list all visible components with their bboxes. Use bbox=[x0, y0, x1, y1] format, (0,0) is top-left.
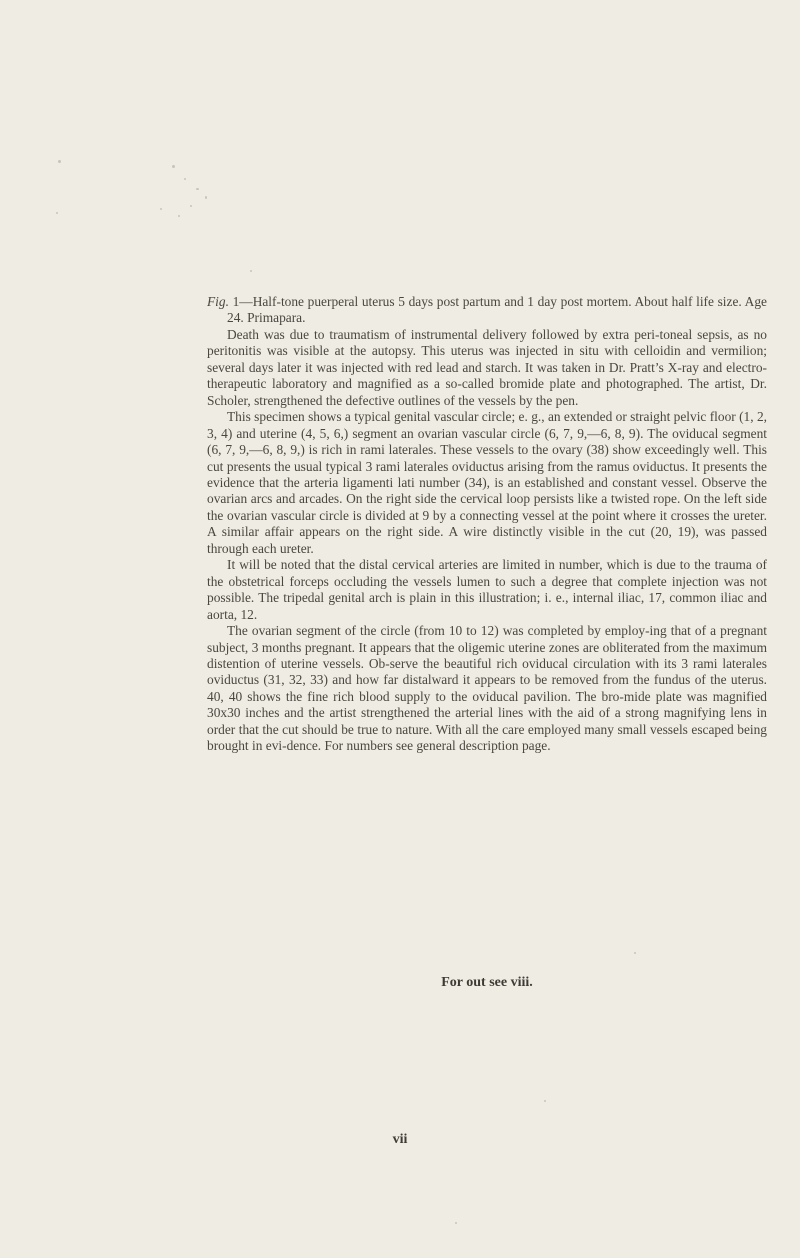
print-speck bbox=[172, 165, 175, 168]
print-speck bbox=[160, 208, 162, 210]
figure-label: Fig. bbox=[207, 294, 229, 309]
print-speck bbox=[190, 205, 192, 207]
figure-caption bbox=[207, 294, 767, 755]
caption-paragraph: It will be noted that the distal cervical arteries are limited in number, which is due to the trauma of the obstetrical forceps occluding the vessels lumen to such a degree that complete injection was not possible. The tripedal genital arch is plain in this illustration; i. e., internal iliac, 17, common iliac and aorta, 12. bbox=[207, 557, 767, 622]
caption-paragraph: This specimen shows a typical genital vascular circle; e. g., an extended or straight pelvic floor (1, 2, 3, 4) and uterine (4, 5, 6,) segment an ovarian vascular circle (6, 7, 9,—6, 8, 9). The oviducal segment (6, 7, 9,—6, 8, 9,) is rich in rami laterales. These vessels to the ovary (38) show exceedingly well. This cut presents the usual typical 3 rami laterales oviductus arising from the ramus oviductus. It presents the evidence that the arteria ligamenti lati number (34), is an established and constant vessel. Observe the ovarian arcs and arcades. On the right side the cervical loop persists like a twisted rope. On the left side the ovarian vascular circle is divided at 9 by a connecting vessel at the point where it crosses the ureter. A similar affair appears on the right side. A wire distinctly visible in the cut (20, 19), was passed through each ureter. bbox=[207, 409, 767, 556]
print-speck bbox=[455, 1222, 457, 1224]
print-speck bbox=[196, 188, 199, 190]
print-speck bbox=[184, 178, 186, 180]
print-speck bbox=[56, 212, 58, 214]
figure-summary: 1—Half-tone puerperal uterus 5 days post partum and 1 day post mortem. About half life size. Age 24. Primapara. bbox=[227, 294, 767, 326]
print-speck bbox=[205, 196, 207, 199]
caption-paragraph: The ovarian segment of the circle (from 10 to 12) was completed by employ-ing that of a pregnant subject, 3 months pregnant. It appears that the oligemic uterine zones are obliterated from the maximum distention of uterine vessels. Ob-serve the beautiful rich oviducal circulation with its 3 rami laterales oviductus (31, 32, 33) and how far distalward it appears to be removed from the fundus of the uterus. 40, 40 shows the fine rich blood supply to the oviducal pavilion. The bro-mide plate was magnified 30x30 inches and the artist strengthened the arterial lines with the aid of a strong magnifying lens in order that the cut should be true to nature. With all the care employed many small vessels escaped being brought in evi-dence. For numbers see general description page. bbox=[207, 623, 767, 754]
print-speck bbox=[178, 215, 180, 217]
caption-heading bbox=[207, 294, 767, 327]
cross-reference-note: For out see viii. bbox=[441, 975, 533, 990]
print-speck bbox=[544, 1100, 546, 1102]
print-speck bbox=[250, 270, 252, 272]
print-speck bbox=[58, 160, 61, 163]
print-speck bbox=[634, 952, 636, 954]
caption-paragraph: Death was due to traumatism of instrumental delivery followed by extra peri-toneal sepsis, as no peritonitis was visible at the autopsy. This uterus was injected in situ with celloidin and vermilion; several days later it was injected with red lead and starch. It was taken in Dr. Pratt’s X-ray and electro-therapeutic laboratory and magnified as a so-called bromide plate and photographed. The artist, Dr. Scholer, strengthened the defective outlines of the vessels by the pen. bbox=[207, 326, 767, 408]
page-number: vii bbox=[392, 1132, 408, 1147]
